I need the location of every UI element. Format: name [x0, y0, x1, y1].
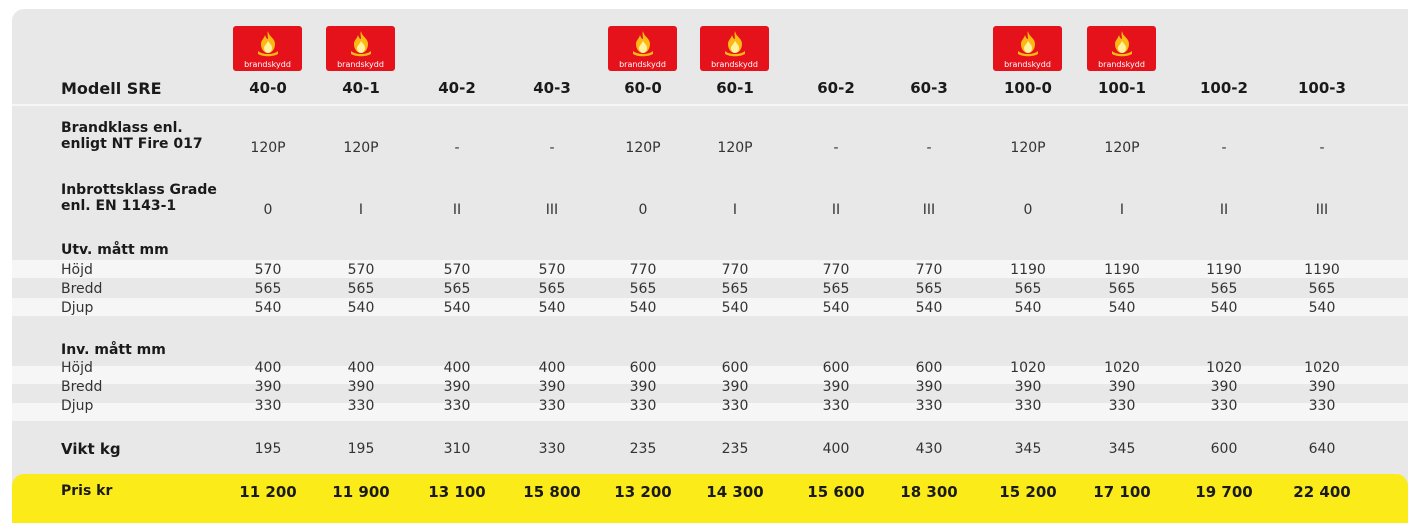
- price-cell: 15 600: [807, 483, 865, 501]
- flame-icon: [1015, 29, 1041, 57]
- fire-label-line2: enligt NT Fire 017: [61, 136, 203, 152]
- inner-dim-row-label: Höjd: [61, 360, 93, 376]
- inner-dim-cell: 1020: [1206, 360, 1242, 376]
- outer-dim-row-label: Bredd: [61, 281, 103, 297]
- inner-dim-cell: 330: [538, 398, 566, 414]
- model-header-cell: 60-1: [716, 79, 754, 97]
- brandskydd-badge: [700, 26, 769, 71]
- outer-dim-cell: 565: [1014, 281, 1042, 297]
- burglary-class-cell: III: [545, 202, 559, 218]
- price-cell: 22 400: [1293, 483, 1351, 501]
- brandskydd-badge: [608, 26, 677, 71]
- outer-dim-cell: 770: [915, 262, 943, 278]
- weight-cell: 195: [254, 441, 282, 457]
- fire-class-cell: -: [1319, 140, 1325, 156]
- outer-dim-cell: 565: [347, 281, 375, 297]
- weight-cell: 345: [1014, 441, 1042, 457]
- inner-dim-cell: 390: [721, 379, 749, 395]
- price-cell: 11 200: [239, 483, 297, 501]
- inner-dim-cell: 1020: [1304, 360, 1340, 376]
- inner-dim-cell: 390: [1108, 379, 1136, 395]
- weight-label: Vikt kg: [61, 440, 121, 458]
- inner-dim-cell: 330: [1308, 398, 1336, 414]
- outer-dim-cell: 565: [254, 281, 282, 297]
- inner-dim-cell: 390: [915, 379, 943, 395]
- price-cell: 13 200: [614, 483, 672, 501]
- fire-class-cell: -: [454, 140, 460, 156]
- price-cell: 11 900: [332, 483, 390, 501]
- outer-dim-cell: 1190: [1010, 262, 1046, 278]
- outer-dim-cell: 540: [629, 300, 657, 316]
- flame-icon: [1109, 29, 1135, 57]
- outer-dim-cell: 540: [254, 300, 282, 316]
- outer-dim-row-label: Djup: [61, 300, 94, 316]
- table-title: Modell SRE: [61, 79, 162, 98]
- inner-dim-cell: 330: [443, 398, 471, 414]
- burglary-class-cell: III: [922, 202, 936, 218]
- outer-dimensions-label: Utv. mått mm: [61, 242, 169, 258]
- fire-label-line1: Brandklass enl.: [61, 120, 183, 136]
- badge-label: brandskydd: [244, 60, 291, 69]
- outer-dim-cell: 540: [822, 300, 850, 316]
- outer-dim-cell: 570: [443, 262, 471, 278]
- outer-dim-cell: 540: [1308, 300, 1336, 316]
- price-cell: 15 800: [523, 483, 581, 501]
- price-cell: 17 100: [1093, 483, 1151, 501]
- inner-dim-cell: 600: [822, 360, 850, 376]
- fire-class-cell: 120P: [1104, 140, 1140, 156]
- weight-cell: 235: [721, 441, 749, 457]
- burglary-class-cell: I: [732, 202, 738, 218]
- inner-dim-cell: 330: [822, 398, 850, 414]
- model-header-cell: 40-0: [249, 79, 287, 97]
- inner-dim-row-label: Djup: [61, 398, 94, 414]
- inner-dim-cell: 600: [629, 360, 657, 376]
- model-header-cell: 40-3: [533, 79, 571, 97]
- outer-dim-cell: 565: [1308, 281, 1336, 297]
- model-header-cell: 60-3: [910, 79, 948, 97]
- inner-dim-cell: 330: [347, 398, 375, 414]
- fire-class-cell: -: [833, 140, 839, 156]
- outer-dim-cell: 1190: [1104, 262, 1140, 278]
- outer-dim-cell: 565: [538, 281, 566, 297]
- fire-class-cell: 120P: [250, 140, 286, 156]
- weight-cell: 330: [538, 441, 566, 457]
- fire-class-label: [61, 120, 203, 152]
- flame-icon: [255, 29, 281, 57]
- outer-dim-cell: 540: [721, 300, 749, 316]
- burglary-label-line1: Inbrottsklass Grade: [61, 182, 217, 198]
- inner-dim-cell: 330: [1014, 398, 1042, 414]
- inner-dim-cell: 390: [822, 379, 850, 395]
- inner-dim-cell: 330: [1210, 398, 1238, 414]
- inner-dim-cell: 400: [254, 360, 282, 376]
- inner-dimensions-label: Inv. mått mm: [61, 342, 166, 358]
- outer-dim-cell: 570: [538, 262, 566, 278]
- outer-dim-cell: 540: [1210, 300, 1238, 316]
- inner-dim-row-label: Bredd: [61, 379, 103, 395]
- outer-dim-cell: 540: [1108, 300, 1136, 316]
- fire-class-cell: 120P: [343, 140, 379, 156]
- inner-dim-cell: 330: [629, 398, 657, 414]
- outer-dim-cell: 565: [915, 281, 943, 297]
- outer-dim-cell: 570: [254, 262, 282, 278]
- weight-cell: 430: [915, 441, 943, 457]
- price-label: Pris kr: [61, 483, 113, 499]
- outer-dim-cell: 770: [822, 262, 850, 278]
- outer-dim-cell: 540: [347, 300, 375, 316]
- inner-dim-cell: 400: [347, 360, 375, 376]
- outer-dim-cell: 570: [347, 262, 375, 278]
- inner-dim-cell: 400: [538, 360, 566, 376]
- price-cell: 19 700: [1195, 483, 1253, 501]
- inner-dim-cell: 390: [254, 379, 282, 395]
- model-header-cell: 40-1: [342, 79, 380, 97]
- model-header-cell: 60-0: [624, 79, 662, 97]
- inner-dim-cell: 390: [443, 379, 471, 395]
- price-cell: 13 100: [428, 483, 486, 501]
- fire-class-cell: 120P: [1010, 140, 1046, 156]
- inner-dim-cell: 400: [443, 360, 471, 376]
- burglary-class-cell: II: [831, 202, 841, 218]
- brandskydd-badge: [993, 26, 1062, 71]
- weight-cell: 600: [1210, 441, 1238, 457]
- weight-cell: 345: [1108, 441, 1136, 457]
- burglary-class-cell: II: [1219, 202, 1229, 218]
- weight-cell: 235: [629, 441, 657, 457]
- inner-dim-cell: 330: [721, 398, 749, 414]
- flame-icon: [348, 29, 374, 57]
- badge-label: brandskydd: [1004, 60, 1051, 69]
- inner-dim-cell: 390: [1210, 379, 1238, 395]
- inner-dim-cell: 600: [915, 360, 943, 376]
- outer-dim-cell: 1190: [1206, 262, 1242, 278]
- brandskydd-badge: [1087, 26, 1156, 71]
- inner-dim-cell: 390: [1014, 379, 1042, 395]
- outer-dim-cell: 770: [629, 262, 657, 278]
- fire-class-cell: -: [1221, 140, 1227, 156]
- badge-label: brandskydd: [1098, 60, 1145, 69]
- model-header-cell: 100-1: [1098, 79, 1146, 97]
- badge-label: brandskydd: [337, 60, 384, 69]
- weight-cell: 640: [1308, 441, 1336, 457]
- outer-dim-cell: 565: [721, 281, 749, 297]
- burglary-class-cell: 0: [638, 202, 648, 218]
- burglary-class-cell: III: [1315, 202, 1329, 218]
- badge-label: brandskydd: [711, 60, 758, 69]
- inner-dim-cell: 390: [1308, 379, 1336, 395]
- price-cell: 15 200: [999, 483, 1057, 501]
- burglary-class-cell: I: [1119, 202, 1125, 218]
- divider: [12, 104, 1408, 106]
- outer-dim-cell: 540: [1014, 300, 1042, 316]
- inner-dim-cell: 1020: [1010, 360, 1046, 376]
- burglary-class-cell: 0: [1023, 202, 1033, 218]
- model-header-cell: 100-2: [1200, 79, 1248, 97]
- inner-dim-cell: 390: [538, 379, 566, 395]
- fire-class-cell: -: [926, 140, 932, 156]
- outer-dim-cell: 565: [443, 281, 471, 297]
- outer-dim-cell: 540: [443, 300, 471, 316]
- burglary-class-label: [61, 182, 217, 214]
- outer-dim-cell: 565: [1108, 281, 1136, 297]
- inner-dim-cell: 330: [254, 398, 282, 414]
- price-cell: 14 300: [706, 483, 764, 501]
- model-header-cell: 40-2: [438, 79, 476, 97]
- burglary-class-cell: I: [358, 202, 364, 218]
- model-header-cell: 100-3: [1298, 79, 1346, 97]
- brandskydd-badge: [233, 26, 302, 71]
- burglary-class-cell: II: [452, 202, 462, 218]
- flame-icon: [722, 29, 748, 57]
- outer-dim-cell: 565: [822, 281, 850, 297]
- outer-dim-cell: 1190: [1304, 262, 1340, 278]
- brandskydd-badge: [326, 26, 395, 71]
- model-header-cell: 100-0: [1004, 79, 1052, 97]
- outer-dim-cell: 770: [721, 262, 749, 278]
- burglary-label-line2: enl. EN 1143-1: [61, 198, 177, 214]
- outer-dim-row-label: Höjd: [61, 262, 93, 278]
- inner-dim-cell: 330: [1108, 398, 1136, 414]
- model-header-cell: 60-2: [817, 79, 855, 97]
- price-cell: 18 300: [900, 483, 958, 501]
- outer-dim-cell: 565: [1210, 281, 1238, 297]
- badge-label: brandskydd: [619, 60, 666, 69]
- outer-dim-cell: 540: [915, 300, 943, 316]
- burglary-class-cell: 0: [263, 202, 273, 218]
- weight-cell: 310: [443, 441, 471, 457]
- inner-dim-cell: 390: [629, 379, 657, 395]
- outer-dim-cell: 565: [629, 281, 657, 297]
- inner-dim-cell: 600: [721, 360, 749, 376]
- flame-icon: [630, 29, 656, 57]
- fire-class-cell: 120P: [625, 140, 661, 156]
- fire-class-cell: 120P: [717, 140, 753, 156]
- outer-dim-cell: 540: [538, 300, 566, 316]
- inner-dim-cell: 330: [915, 398, 943, 414]
- inner-dim-cell: 1020: [1104, 360, 1140, 376]
- inner-dim-cell: 390: [347, 379, 375, 395]
- fire-class-cell: -: [549, 140, 555, 156]
- weight-cell: 195: [347, 441, 375, 457]
- weight-cell: 400: [822, 441, 850, 457]
